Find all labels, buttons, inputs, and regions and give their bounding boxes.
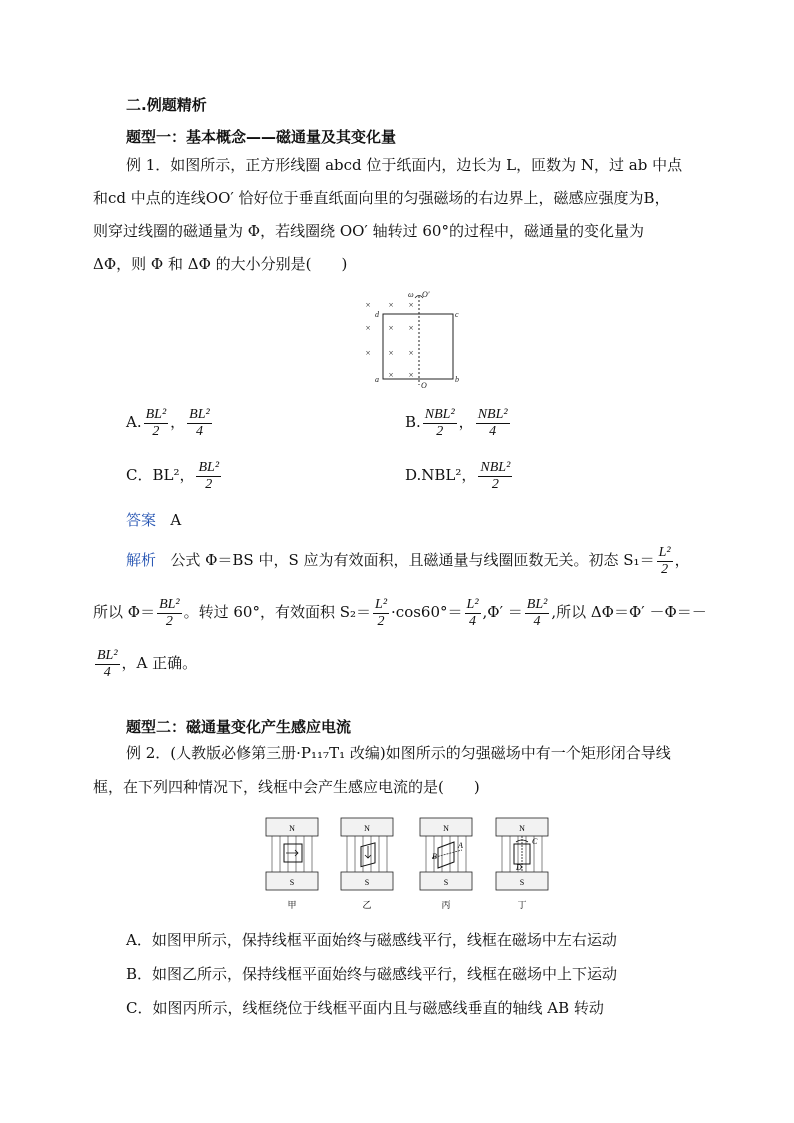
pole-s: S (364, 878, 370, 887)
move-arrow-icon (365, 846, 371, 858)
type1-question-line3: 则穿过线圈的磁通量为 Φ，若线圈绕 OO′ 轴转过 60°的过程中，磁通量的变化量为 (93, 222, 644, 240)
pole-s: S (519, 878, 525, 887)
type2-option-b[interactable]: B．如图乙所示，保持线框平面始终与磁感线平行，线框在磁场中上下运动 (126, 965, 618, 983)
type2-question-line2: 框，在下列四种情况下，线框中会产生感应电流的是( ) (93, 778, 480, 796)
pole-n: N (443, 824, 449, 833)
caption-jia: 甲 (287, 900, 297, 910)
analysis-line2: 所以 Φ＝ $\frac{\text{BL²}}{2}$ 。转过 60°，有效面积 S₂＝ $\frac{\text{L²}}{2}$ ·cos60°＝ $\frac{\text{L²}}{4}$ ,Φ′ ＝ $\frac{\text{BL²}}{4}$ ,所以 ΔΦ＝Φ′ －Φ＝－ (93, 596, 707, 629)
answer-label: 答案 (126, 511, 157, 529)
pole-n: N (364, 824, 370, 833)
label-o: O (421, 381, 427, 390)
field-cross: × (365, 300, 371, 310)
magnet-panel-bing (420, 818, 472, 910)
pole-n: N (519, 824, 525, 833)
label-c: C (532, 837, 538, 846)
caption-yi: 乙 (362, 900, 372, 910)
label-a: A (458, 841, 463, 850)
field-cross: × (388, 300, 394, 310)
type1-heading: 题型一：基本概念——磁通量及其变化量 (126, 128, 397, 146)
magnet-figure (262, 814, 552, 914)
magnet-panel-jia (266, 818, 318, 910)
pole-n: N (289, 824, 295, 833)
section-title: 二.例题精析 (126, 96, 207, 114)
type2-option-c[interactable]: C．如图丙所示，线框绕位于线框平面内且与磁感线垂直的轴线 AB 转动 (126, 999, 604, 1017)
field-cross: × (388, 323, 394, 333)
option-d[interactable]: D.NBL²， $\frac{\text{NBL²}}{2}$ (405, 459, 511, 492)
type2-option-a[interactable]: A．如图甲所示，保持线框平面始终与磁感线平行，线框在磁场中左右运动 (126, 931, 617, 949)
field-cross: × (388, 348, 394, 358)
field-cross: × (408, 323, 414, 333)
type1-question-line4: ΔΦ，则 Φ 和 ΔΦ 的大小分别是( ) (93, 255, 348, 273)
label-a: a (375, 375, 379, 384)
type1-question-line1: 例 1．如图所示，正方形线圈 abcd 位于纸面内，边长为 L，匝数为 N，过 ab 中点 (126, 156, 683, 174)
caption-bing: 丙 (441, 900, 451, 910)
field-crosses (365, 300, 413, 380)
type2-question-line1: 例 2．(人教版必修第三册·P₁₁₇T₁ 改编)如图所示的匀强磁场中有一个矩形闭合导线 (126, 744, 671, 762)
label-d: d (375, 310, 379, 319)
label-o-prime: O′ (422, 290, 430, 299)
answer-line (126, 509, 181, 531)
type1-question-line2: 和cd 中点的连线OO′ 恰好位于垂直纸面向里的匀强磁场的右边界上，磁感应强度为B， (93, 189, 670, 207)
option-a[interactable]: A. $\frac{\text{BL²}}{2}$ ， $\frac{\text{BL²}}{4}$ (126, 406, 210, 439)
label-b: B (432, 852, 437, 861)
answer-value: A (170, 511, 182, 529)
option-b[interactable]: B. $\frac{\text{NBL²}}{2}$ ， $\frac{\text{NBL²}}{4}$ (405, 406, 508, 439)
option-c[interactable]: C．BL²， $\frac{\text{BL²}}{2}$ (126, 459, 220, 492)
magnet-panel-ding (496, 818, 548, 910)
field-cross: × (408, 300, 414, 310)
caption-ding: 丁 (517, 900, 527, 910)
magnet-panel-yi (341, 818, 393, 910)
field-cross: × (365, 323, 371, 333)
label-d: D (516, 863, 522, 872)
field-cross: × (408, 348, 414, 358)
type2-heading: 题型二：磁通量变化产生感应电流 (126, 718, 352, 736)
pole-s: S (289, 878, 295, 887)
label-c: c (455, 310, 459, 319)
analysis-line1: 解析 公式 Φ＝BS 中，S 应为有效面积，且磁通量与线圈匝数无关。初态 S₁＝ $\frac{\text{L²}}{2}$ ， (126, 544, 690, 577)
analysis-line3: $\frac{\text{BL²}}{4}$ ，A 正确。 (97, 647, 198, 680)
field-cross: × (408, 370, 414, 380)
analysis-label: 解析 (126, 551, 157, 569)
pole-s: S (443, 878, 449, 887)
coil-figure (358, 286, 466, 390)
label-b: b (455, 375, 459, 384)
label-omega: ω (408, 290, 414, 299)
field-cross: × (365, 348, 371, 358)
field-cross: × (388, 370, 394, 380)
